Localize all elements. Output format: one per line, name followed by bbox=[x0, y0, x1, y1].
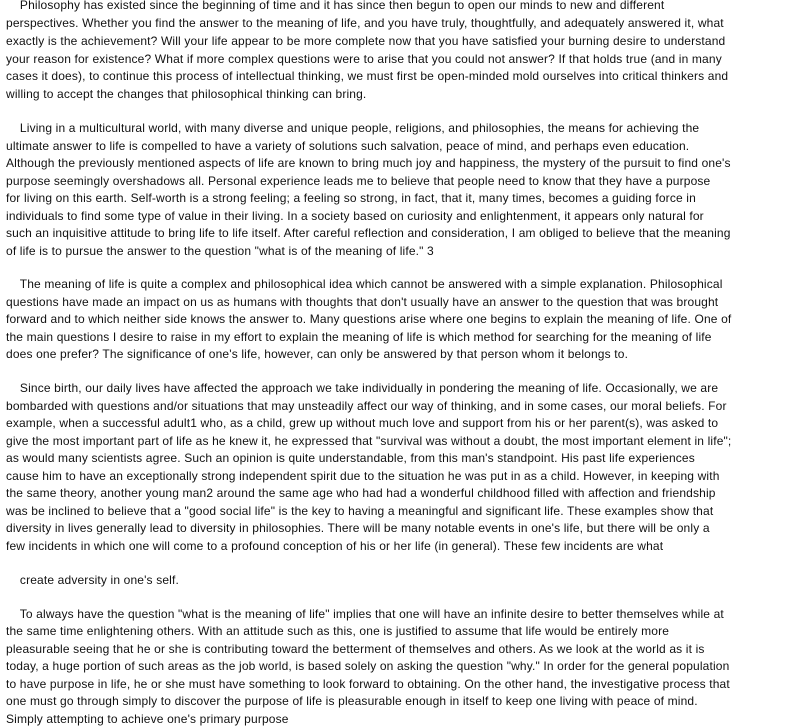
text-line: does one prefer? The significance of one's life, however, can only be answered by that person whom it belongs to. bbox=[6, 347, 629, 361]
text-line: give the most important part of life as he knew it, he expressed that "survival was without a doubt, the most important element in life"; bbox=[6, 434, 732, 448]
text-line: willing to accept the changes that philosophical thinking can bring. bbox=[6, 87, 367, 101]
text-line: Living in a multicultural world, with many diverse and unique people, religions, and philosophies, the means for achieving the bbox=[6, 121, 700, 135]
text-line: cases it does), to continue this process of intellectual thinking, we must first be open-minded mold ourselves into critical thinkers and bbox=[6, 69, 729, 83]
text-line: Since birth, our daily lives have affected the approach we take individually in pondering the meaning of life. Occasionally, we are bbox=[6, 381, 719, 395]
text-line: one must go through simply to discover the purpose of life is pleasurable enough in itself to keep one living with peace of mind. bbox=[6, 694, 698, 708]
text-line: purpose seemingly overshadows all. Personal experience leads me to believe that people need to know that they have a purpose bbox=[6, 174, 711, 188]
text-line: bombarded with questions and/or situations that may unsteadily affect our way of thinking, and in some cases, our moral beliefs. For bbox=[6, 399, 727, 413]
text-line: individuals to find some type of value in their living. In a society based on curiosity and enlightenment, it appears only natural for bbox=[6, 209, 704, 223]
text-line: pleasurable seeing that he or she is contributing toward the betterment of themselves and others. As we look at the world as it is bbox=[6, 642, 705, 656]
text-line: forward and to which neither side knows the answer to. Many questions arise where one begins to explain the meaning of life. One of bbox=[6, 312, 732, 326]
text-line: perspectives. Whether you find the answer to the meaning of life, and you have truly, thoughtfully, and adequately answered it, what bbox=[6, 16, 724, 30]
text-line: to have purpose in life, he or she must have something to look forward to obtaining. On the other hand, the investigative process that bbox=[6, 677, 730, 691]
text-line: To always have the question "what is the meaning of life" implies that one will have an infinite desire to better themselves while at bbox=[6, 607, 724, 621]
text-line: example, when a successful adult1 who, as a child, grew up without much love and support from his or her parent(s), was asked to bbox=[6, 416, 719, 430]
text-line: the same theory, another young man2 around the same age who had had a wonderful childhood filled with affection and friendship bbox=[6, 486, 716, 500]
text-line: of life is to pursue the answer to the question "what is of the meaning of life." 3 bbox=[6, 244, 434, 258]
text-line: The meaning of life is quite a complex and philosophical idea which cannot be answered with a simple explanation. Philosophical bbox=[6, 277, 723, 291]
text-line: Although the previously mentioned aspects of life are known to bring much joy and happiness, the mystery of the pursuit to find one's bbox=[6, 156, 731, 170]
text-line: diversity in lives generally lead to diversity in philosophies. There will be many notable events in one's life, but there will be only a bbox=[6, 521, 710, 535]
text-line: was be inclined to believe that a "good social life" is the key to having a meaningful and significant life. These examples show that bbox=[6, 504, 714, 518]
text-line: Philosophy has existed since the beginning of time and it has since then begun to open our minds to new and different bbox=[6, 0, 665, 12]
text-line: create adversity in one's self. bbox=[6, 573, 179, 587]
text-line: such an inquisitive attitude to bring life to life itself. After careful reflection and consideration, I am obliged to believe that the meaning bbox=[6, 226, 731, 240]
text-line: for living on this earth. Self-worth is a strong feeling; a feeling so strong, in fact, that it, many times, becomes a guiding force in bbox=[6, 191, 696, 205]
text-line: ultimate answer to life is compelled to have a variety of solutions such salvation, peace of mind, and perhaps even education. bbox=[6, 139, 690, 153]
text-line: your reason for existence? What if more complex questions were to arise that you could not answer? If that holds true (and in many bbox=[6, 52, 722, 66]
text-line: Simply attempting to achieve one's primary purpose bbox=[6, 712, 289, 726]
text-line: exactly is the achievement? Will your life appear to be more complete now that you have satisfied your burning desire to understand bbox=[6, 34, 726, 48]
text-line: as would many scientists agree. Such an opinion is quite understandable, from this man's standpoint. His past life experiences bbox=[6, 451, 695, 465]
text-line: few incidents in which one will come to a profound conception of his or her life (in general). These few incidents are what bbox=[6, 539, 664, 553]
text-line: cause him to have an exceptionally strong independent spirit due to the situation he was put in as a child. However, in keeping with bbox=[6, 469, 720, 483]
text-line: questions have made an impact on us as humans with thoughts that don't usually have an answer to the question that was brought bbox=[6, 295, 719, 309]
text-line: the main questions I desire to raise in my effort to explain the meaning of life is which method for searching for the meaning of life bbox=[6, 330, 712, 344]
text-line: the same time enlightening others. With an attitude such as this, one is justified to assume that life would be entirely more bbox=[6, 624, 670, 638]
text-line: today, a huge portion of such areas as the job world, is based solely on asking the question "why." In order for the general population bbox=[6, 659, 730, 673]
